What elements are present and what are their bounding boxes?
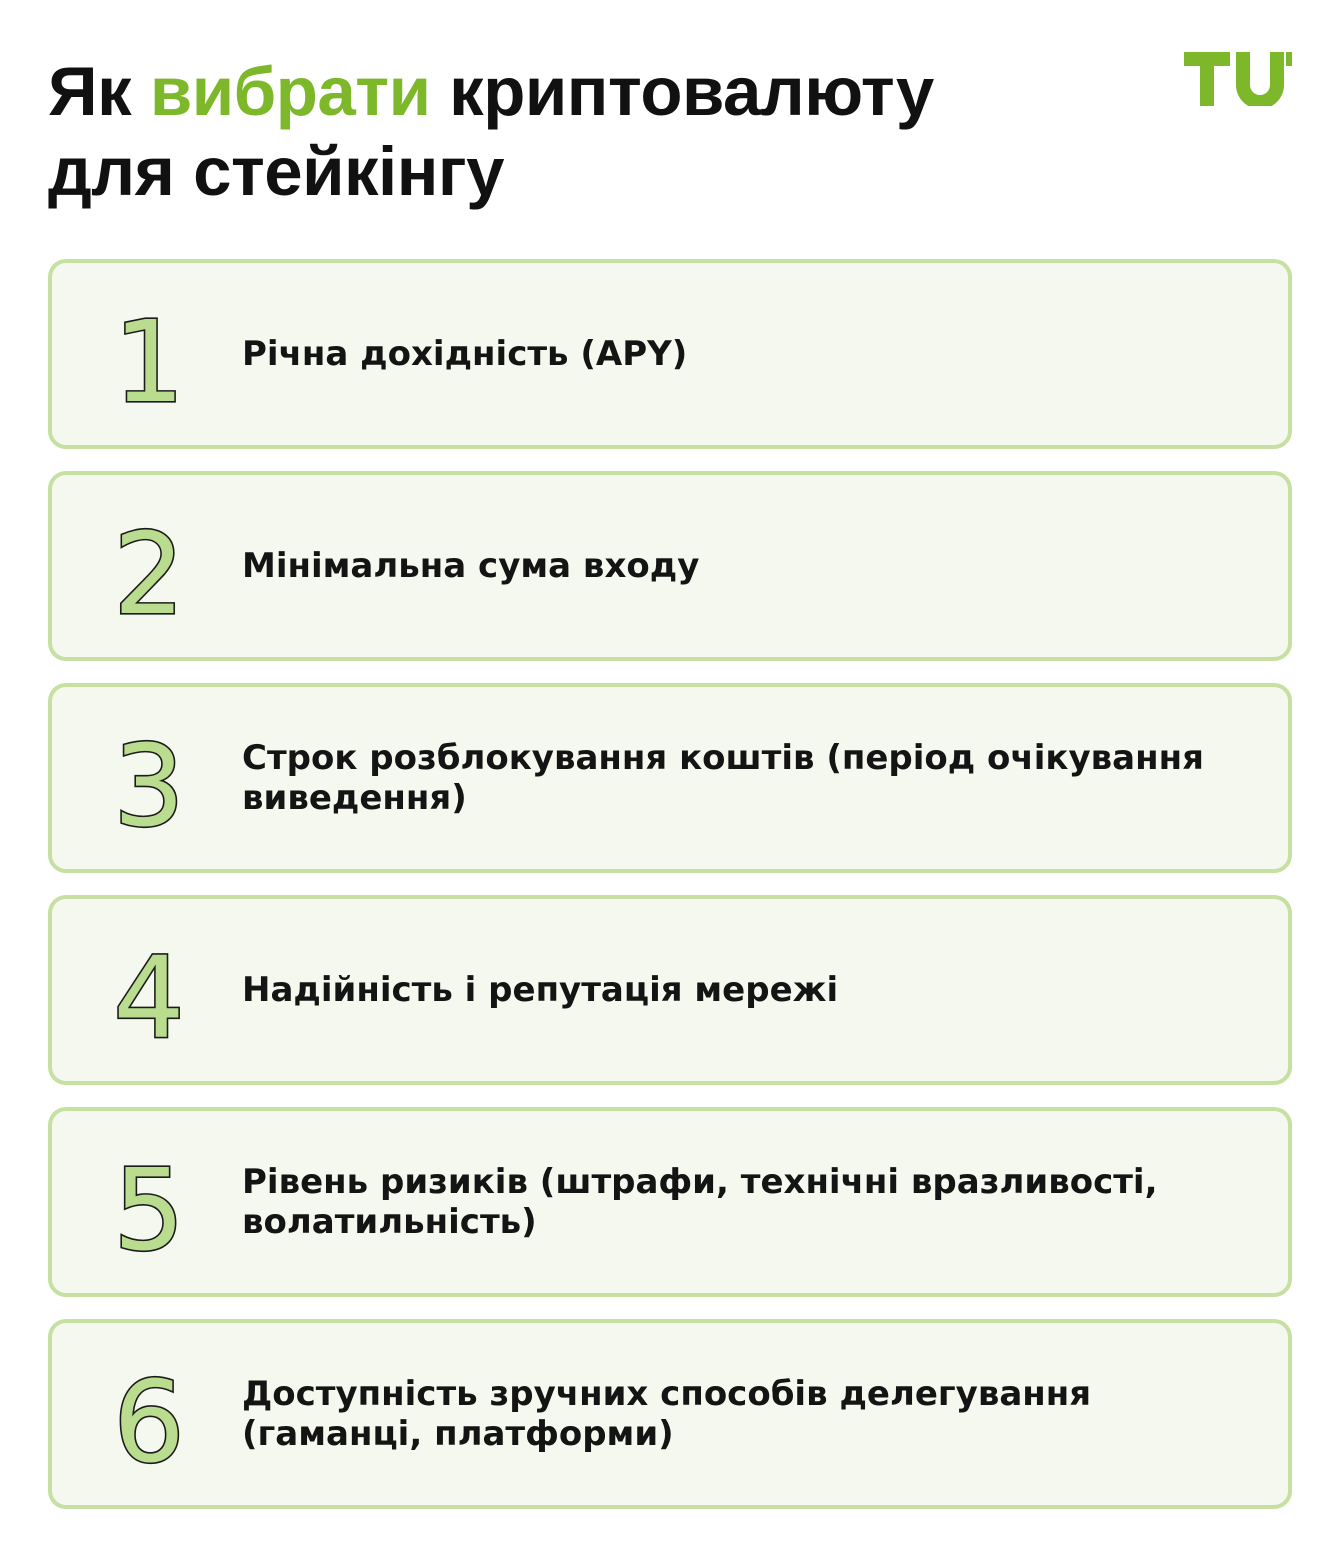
step-card — [48, 683, 1292, 873]
step-number — [104, 1151, 194, 1253]
step-label: Рівень ризиків (штрафи, технічні вразливості, волатильність) — [242, 1162, 1158, 1242]
title-line-2: для стейкінгу — [48, 133, 505, 210]
step-card — [48, 895, 1292, 1085]
step-label: Доступність зручних способів делегування (гаманці, платформи) — [242, 1374, 1092, 1454]
step-number-text: 6 — [113, 1363, 185, 1465]
title-part-2: криптовалюту — [430, 53, 934, 130]
step-number — [104, 1363, 194, 1465]
step-number-text: 1 — [113, 303, 185, 405]
step-card — [48, 1107, 1292, 1297]
step-number — [104, 515, 194, 617]
step-number — [104, 939, 194, 1041]
step-label: Надійність і репутація мережі — [242, 970, 839, 1010]
step-card — [48, 1319, 1292, 1509]
step-label: Мінімальна сума входу — [242, 546, 700, 586]
step-number — [104, 727, 194, 829]
page-title — [48, 52, 934, 212]
title-highlight: вибрати — [149, 53, 431, 130]
title-part-1: Як — [48, 53, 150, 130]
step-number-text: 2 — [113, 515, 185, 617]
step-number-text: 5 — [113, 1151, 185, 1253]
step-label: Річна дохідність (APY) — [242, 334, 688, 374]
step-number-text: 3 — [113, 727, 185, 829]
step-card — [48, 259, 1292, 449]
step-number — [104, 303, 194, 405]
steps-list — [48, 259, 1292, 1509]
step-number-text: 4 — [113, 939, 185, 1041]
step-label: Строк розблокування коштів (період очікування виведення) — [242, 738, 1204, 818]
tu-logo-icon — [1184, 52, 1292, 106]
step-card — [48, 471, 1292, 661]
